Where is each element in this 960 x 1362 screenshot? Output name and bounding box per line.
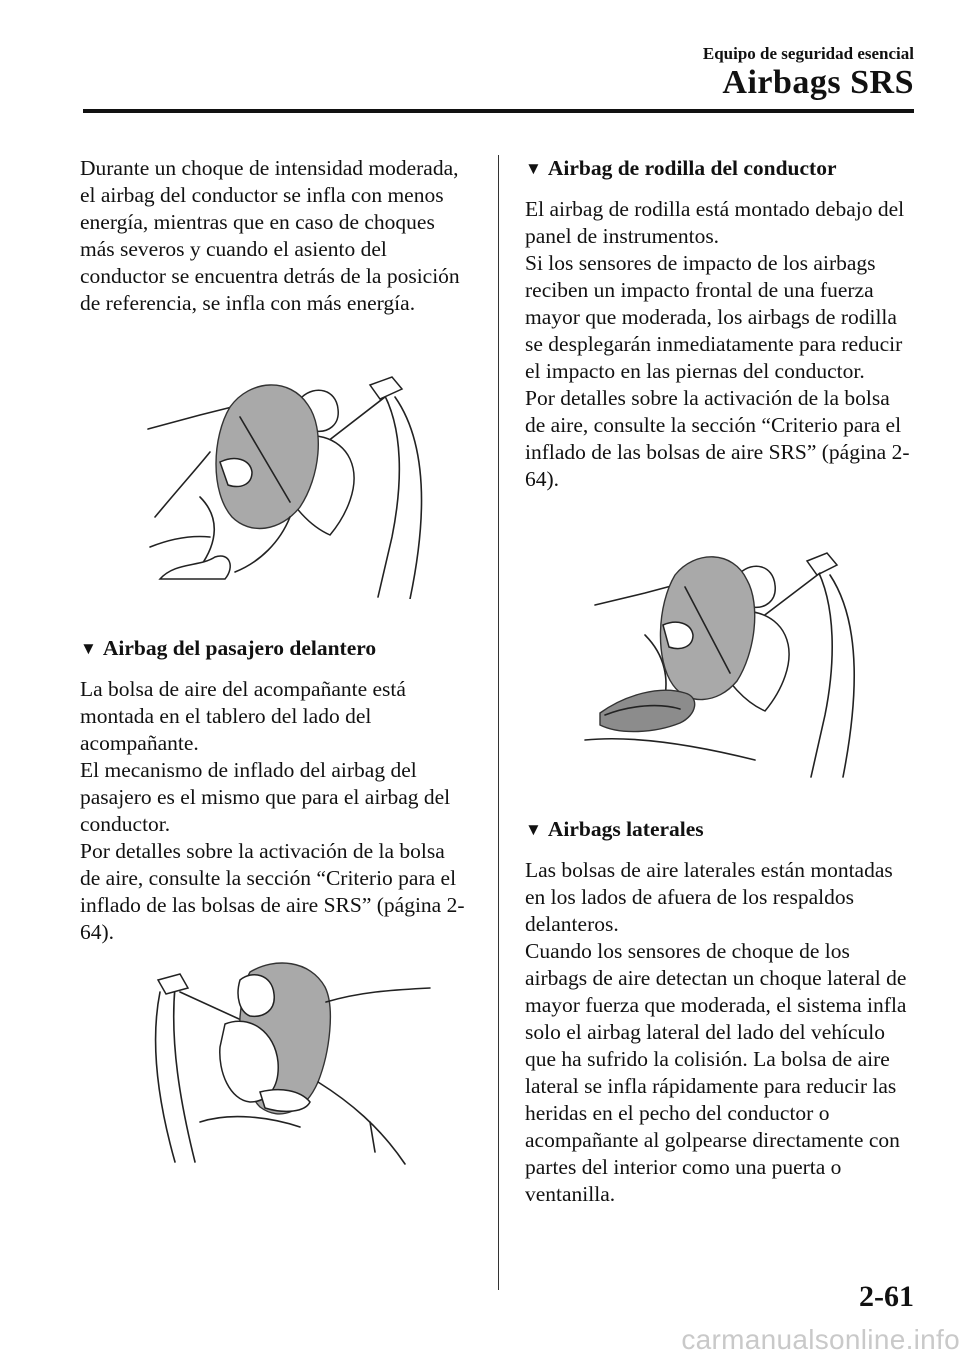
knee-airbag-illustration bbox=[575, 545, 865, 780]
knee-airbag-heading bbox=[525, 155, 915, 182]
knee-paragraph-2: Si los sensores de impacto de los airbags reciben un impacto frontal de una fuerza mayor que moderada, los airbags de rodilla se desplegarán inmediatamente para reducir el impacto en las piernas del conductor. bbox=[525, 251, 903, 383]
page-number: 2-61 bbox=[859, 1280, 914, 1313]
passenger-paragraph-3: Por detalles sobre la activación de la bolsa de aire, consulte la sección “Criterio para el inflado de las bolsas de aire SRS” (página 2-64). bbox=[80, 839, 465, 944]
watermark: carmanualsonline.info bbox=[681, 1324, 960, 1355]
passenger-airbag-heading bbox=[80, 635, 470, 662]
section-marker-icon: ▼ bbox=[525, 820, 542, 839]
left-column bbox=[80, 155, 470, 1182]
passenger-airbag-heading-text: Airbag del pasajero delantero bbox=[102, 636, 377, 660]
header-rule bbox=[83, 109, 914, 113]
page-title: Airbags SRS bbox=[722, 64, 914, 101]
section-marker-icon: ▼ bbox=[80, 639, 97, 658]
column-divider bbox=[498, 155, 499, 1290]
right-column bbox=[525, 155, 915, 1208]
knee-paragraph-3: Por detalles sobre la activación de la bolsa de aire, consulte la sección “Criterio para el inflado de las bolsas de aire SRS” (página 2-64). bbox=[525, 386, 910, 491]
driver-airbag-illustration bbox=[140, 367, 440, 599]
side-paragraph-2: Cuando los sensores de choque de los airbags de aire detectan un choque lateral de mayor fuerza que moderada, el sistema infla solo el airbag lateral del lado del vehículo que ha sufrido la colisión. La bolsa de aire lateral se infla rápidamente para reducir las heridas en el pecho del conductor o acompañante al golpearse directamente con partes del interior como una puerta o ventanilla. bbox=[525, 939, 907, 1206]
side-paragraph-1: Las bolsas de aire laterales están montadas en los lados de afuera de los respaldos delanteros. bbox=[525, 858, 893, 936]
side-airbags-heading-text: Airbags laterales bbox=[547, 817, 704, 841]
section-marker-icon: ▼ bbox=[525, 159, 542, 178]
chapter-subtitle: Equipo de seguridad esencial bbox=[702, 44, 914, 63]
passenger-paragraph-2: El mecanismo de inflado del airbag del pasajero es el mismo que para el airbag del conductor. bbox=[80, 758, 451, 836]
passenger-airbag-illustration bbox=[140, 952, 440, 1182]
passenger-paragraph-1: La bolsa de aire del acompañante está montada en el tablero del lado del acompañante. bbox=[80, 677, 406, 755]
knee-airbag-heading-text: Airbag de rodilla del conductor bbox=[547, 156, 837, 180]
knee-paragraph-1: El airbag de rodilla está montado debajo del panel de instrumentos. bbox=[525, 197, 905, 248]
intro-paragraph: Durante un choque de intensidad moderada, el airbag del conductor se infla con menos energía, mientras que en caso de choques más severos y cuando el asiento del conductor se encuentra detrás de la posición de referencia, se infla con más energía. bbox=[80, 156, 460, 315]
side-airbags-heading bbox=[525, 816, 915, 843]
